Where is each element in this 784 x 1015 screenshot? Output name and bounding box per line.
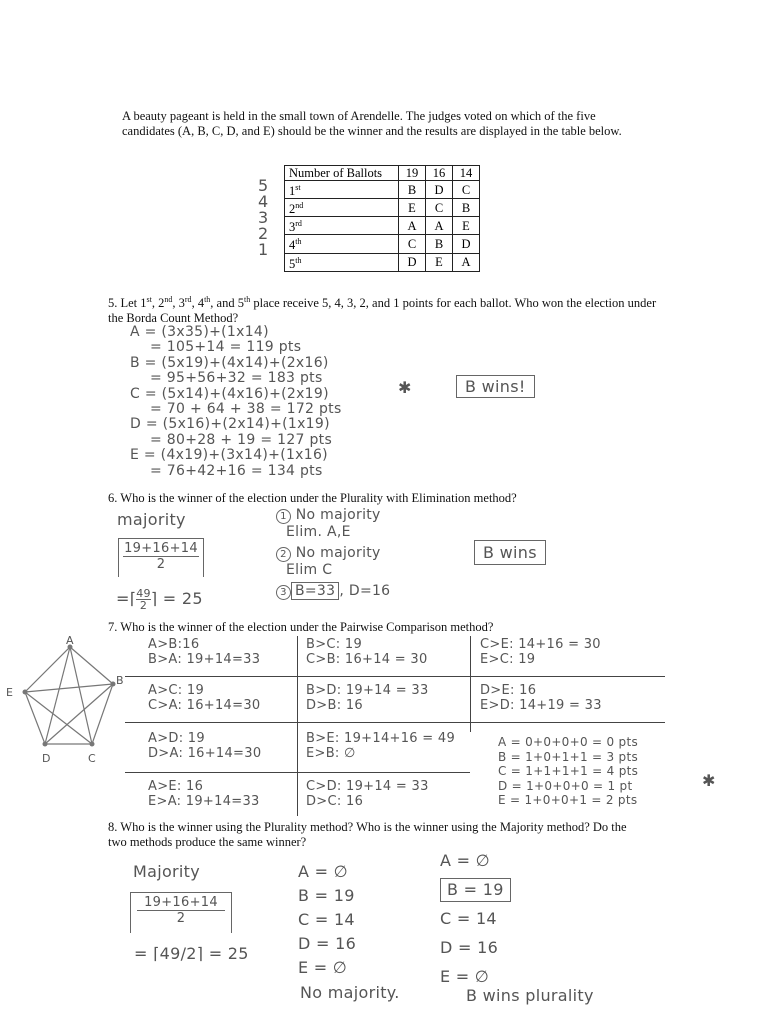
step-text: Elim. A,E — [286, 524, 351, 540]
q6-result-den: 2 — [139, 599, 148, 612]
final-d: , D=16 — [339, 583, 391, 599]
table-cell: B — [453, 199, 480, 217]
intro-paragraph: A beauty pageant is held in the small town of Arendelle. The judges voted on which of the five candidates (A, B, C, D, and E) should be the winner and the results are displayed in the table below. — [122, 109, 622, 138]
q8-majority-label: Majority — [133, 862, 201, 881]
count-line: D = 16 — [440, 938, 499, 957]
step-text: No majority — [295, 545, 381, 561]
pair-line: D>B: 16 — [306, 698, 363, 713]
table-cell: B — [426, 235, 453, 253]
pair-line: E>A: 19+14=33 — [148, 794, 260, 809]
table-cell: A — [426, 217, 453, 235]
q8-result: = ⌈49/2⌉ = 25 — [134, 944, 249, 963]
table-header-cell: Number of Ballots — [285, 166, 399, 181]
table-row — [285, 217, 480, 235]
work-line: B = (5x19)+(4x14)+(2x16) — [130, 354, 329, 371]
table-header-cell: 14 — [453, 166, 480, 181]
grid-divider — [297, 636, 298, 816]
graph-node — [43, 742, 48, 747]
table-header-row — [285, 166, 480, 181]
q6-result-value: = 25 — [162, 589, 203, 608]
q7-col2 — [306, 637, 455, 809]
table-cell: E — [453, 217, 480, 235]
table-cell: C — [453, 181, 480, 199]
graph-edge — [25, 684, 113, 692]
count-line-boxed: B = 19 — [440, 878, 511, 902]
q7-col3 — [480, 637, 602, 713]
question-5: 5. Let 1st, 2nd, 3rd, 4th, and 5th place receive 5, 4, 3, 2, and 1 points for each ballot. Who won the election under the Borda Count Method? — [108, 295, 657, 326]
graph-node — [90, 742, 95, 747]
pair-line: E>B: ∅ — [306, 746, 356, 761]
q7-col1 — [148, 637, 261, 809]
q8-counts-2 — [440, 846, 511, 991]
place-cell: 4th — [285, 235, 399, 253]
graph-edge — [45, 647, 70, 744]
q5-work — [130, 325, 342, 479]
q8-numerator: 19+16+14 — [137, 895, 225, 911]
table-cell: A — [453, 253, 480, 271]
star-mark: ✱ — [702, 771, 716, 790]
count-line: A = ∅ — [298, 862, 348, 881]
table-row — [285, 181, 480, 199]
q6-result: =⌈ $\frac{49}{2}$ ⌉ = 25 — [116, 587, 203, 612]
graph-label: E — [6, 686, 13, 699]
pair-line: B>A: 19+14=33 — [148, 652, 261, 667]
table-cell: D — [399, 253, 426, 271]
work-line: C = (5x14)+(4x16)+(2x19) — [130, 385, 329, 402]
q8-denominator: 2 — [176, 911, 186, 926]
pair-line: C>E: 14+16 = 30 — [480, 637, 601, 652]
table-cell: E — [426, 253, 453, 271]
work-line: E = (4x19)+(3x14)+(1x16) — [130, 447, 328, 464]
q6-answer-box: B wins — [474, 540, 546, 565]
graph-node — [111, 682, 116, 687]
graph-label: D — [42, 752, 51, 765]
work-line: = 80+28 + 19 = 127 pts — [150, 431, 333, 448]
work-line: = 76+42+16 = 134 pts — [150, 462, 323, 479]
step-number: 2 — [276, 547, 291, 562]
ballot-table — [284, 165, 480, 272]
place-cell: 5th — [285, 253, 399, 271]
point-values — [258, 178, 268, 258]
table-cell: B — [399, 181, 426, 199]
count-line: C = 14 — [440, 909, 497, 928]
count-line: A = ∅ — [440, 851, 490, 870]
table-cell: D — [453, 235, 480, 253]
count-line: B = 19 — [298, 886, 355, 905]
pair-line: E>C: 19 — [480, 652, 536, 667]
grid-divider — [470, 636, 471, 732]
q6-steps — [276, 507, 390, 600]
pair-line: A>C: 19 — [148, 683, 205, 698]
pair-line: E>D: 14+19 = 33 — [480, 698, 602, 713]
question-7: 7. Who is the winner of the election under the Pairwise Comparison method? — [108, 620, 494, 634]
tally-line: A = 0+0+0+0 = 0 pts — [498, 735, 639, 749]
q6-numerator: 19+16+14 — [124, 541, 198, 556]
point-value: 5 — [258, 176, 269, 195]
graph-label: B — [116, 674, 124, 687]
pair-line: D>A: 16+14=30 — [148, 746, 262, 761]
pair-line: C>D: 19+14 = 33 — [306, 779, 429, 794]
q8-answer: B wins plurality — [466, 986, 594, 1005]
place-cell: 3rd — [285, 217, 399, 235]
table-cell: A — [399, 217, 426, 235]
work-line: = 70 + 64 + 38 = 172 pts — [150, 401, 342, 418]
q6-majority-label: majority — [117, 510, 186, 529]
pair-line: B>D: 19+14 = 33 — [306, 683, 429, 698]
q5-answer-box: B wins! — [456, 375, 535, 398]
question-8: 8. Who is the winner using the Plurality method? Who is the winner using the Majority method? Do the two methods produce the same winner? — [108, 820, 627, 849]
q8-no-majority: No majority. — [300, 983, 400, 1002]
count-line: D = 16 — [298, 934, 357, 953]
tally-line: B = 1+0+1+1 = 3 pts — [498, 749, 639, 764]
question-6: 6. Who is the winner of the election under the Plurality with Elimination method? — [108, 491, 517, 505]
point-value: 2 — [258, 224, 269, 243]
work-line: D = (5x16)+(2x14)+(1x19) — [130, 416, 330, 433]
q6-result-num: 49 — [136, 587, 151, 600]
final-b-box: B=33 — [291, 582, 339, 600]
tally-line: E = 1+0+0+1 = 2 pts — [498, 793, 638, 807]
pair-line: D>C: 16 — [306, 794, 364, 809]
tally-line: C = 1+1+1+1 = 4 pts — [498, 764, 639, 778]
step-number: 1 — [276, 509, 291, 524]
q6-denominator: 2 — [156, 557, 166, 572]
table-row — [285, 199, 480, 217]
table-row — [285, 253, 480, 271]
count-line: C = 14 — [298, 910, 355, 929]
table-cell: C — [426, 199, 453, 217]
count-line: E = ∅ — [298, 958, 348, 977]
pairwise-graph — [0, 632, 130, 772]
step-number: 3 — [276, 585, 291, 600]
point-value: 4 — [258, 192, 269, 211]
table-cell: E — [399, 199, 426, 217]
table-header-cell: 16 — [426, 166, 453, 181]
graph-label: C — [88, 752, 96, 765]
step-text: No majority — [295, 507, 381, 523]
pair-line: C>A: 16+14=30 — [148, 698, 261, 713]
q8-counts — [298, 860, 356, 980]
place-cell: 1st — [285, 181, 399, 199]
pair-line: D>E: 16 — [480, 683, 537, 698]
graph-node — [23, 690, 28, 695]
count-line: E = ∅ — [440, 967, 490, 986]
work-line: A = (3x35)+(1x14) — [130, 324, 269, 340]
pair-line: C>B: 16+14 = 30 — [306, 652, 428, 667]
step-text: Elim C — [286, 562, 333, 578]
pair-line: A>E: 16 — [148, 779, 204, 794]
table-cell: C — [399, 235, 426, 253]
table-header-cell: 19 — [399, 166, 426, 181]
place-cell: 2nd — [285, 199, 399, 217]
pair-line: A>B:16 — [148, 637, 200, 652]
star-mark: ✱ — [398, 378, 412, 397]
work-line: = 105+14 = 119 pts — [150, 339, 302, 356]
q7-tally — [498, 735, 638, 808]
point-value: 3 — [258, 208, 269, 227]
table-cell: D — [426, 181, 453, 199]
q6-ceiling — [118, 538, 204, 577]
table-row — [285, 235, 480, 253]
graph-label: A — [66, 634, 74, 647]
pair-line: A>D: 19 — [148, 731, 205, 746]
pair-line: B>E: 19+14+16 = 49 — [306, 731, 456, 746]
q8-ceiling — [130, 892, 232, 933]
pair-line: B>C: 19 — [306, 637, 363, 652]
work-line: = 95+56+32 = 183 pts — [150, 370, 323, 387]
tally-line: D = 1+0+0+0 = 1 pt — [498, 778, 633, 793]
point-value: 1 — [258, 240, 269, 259]
